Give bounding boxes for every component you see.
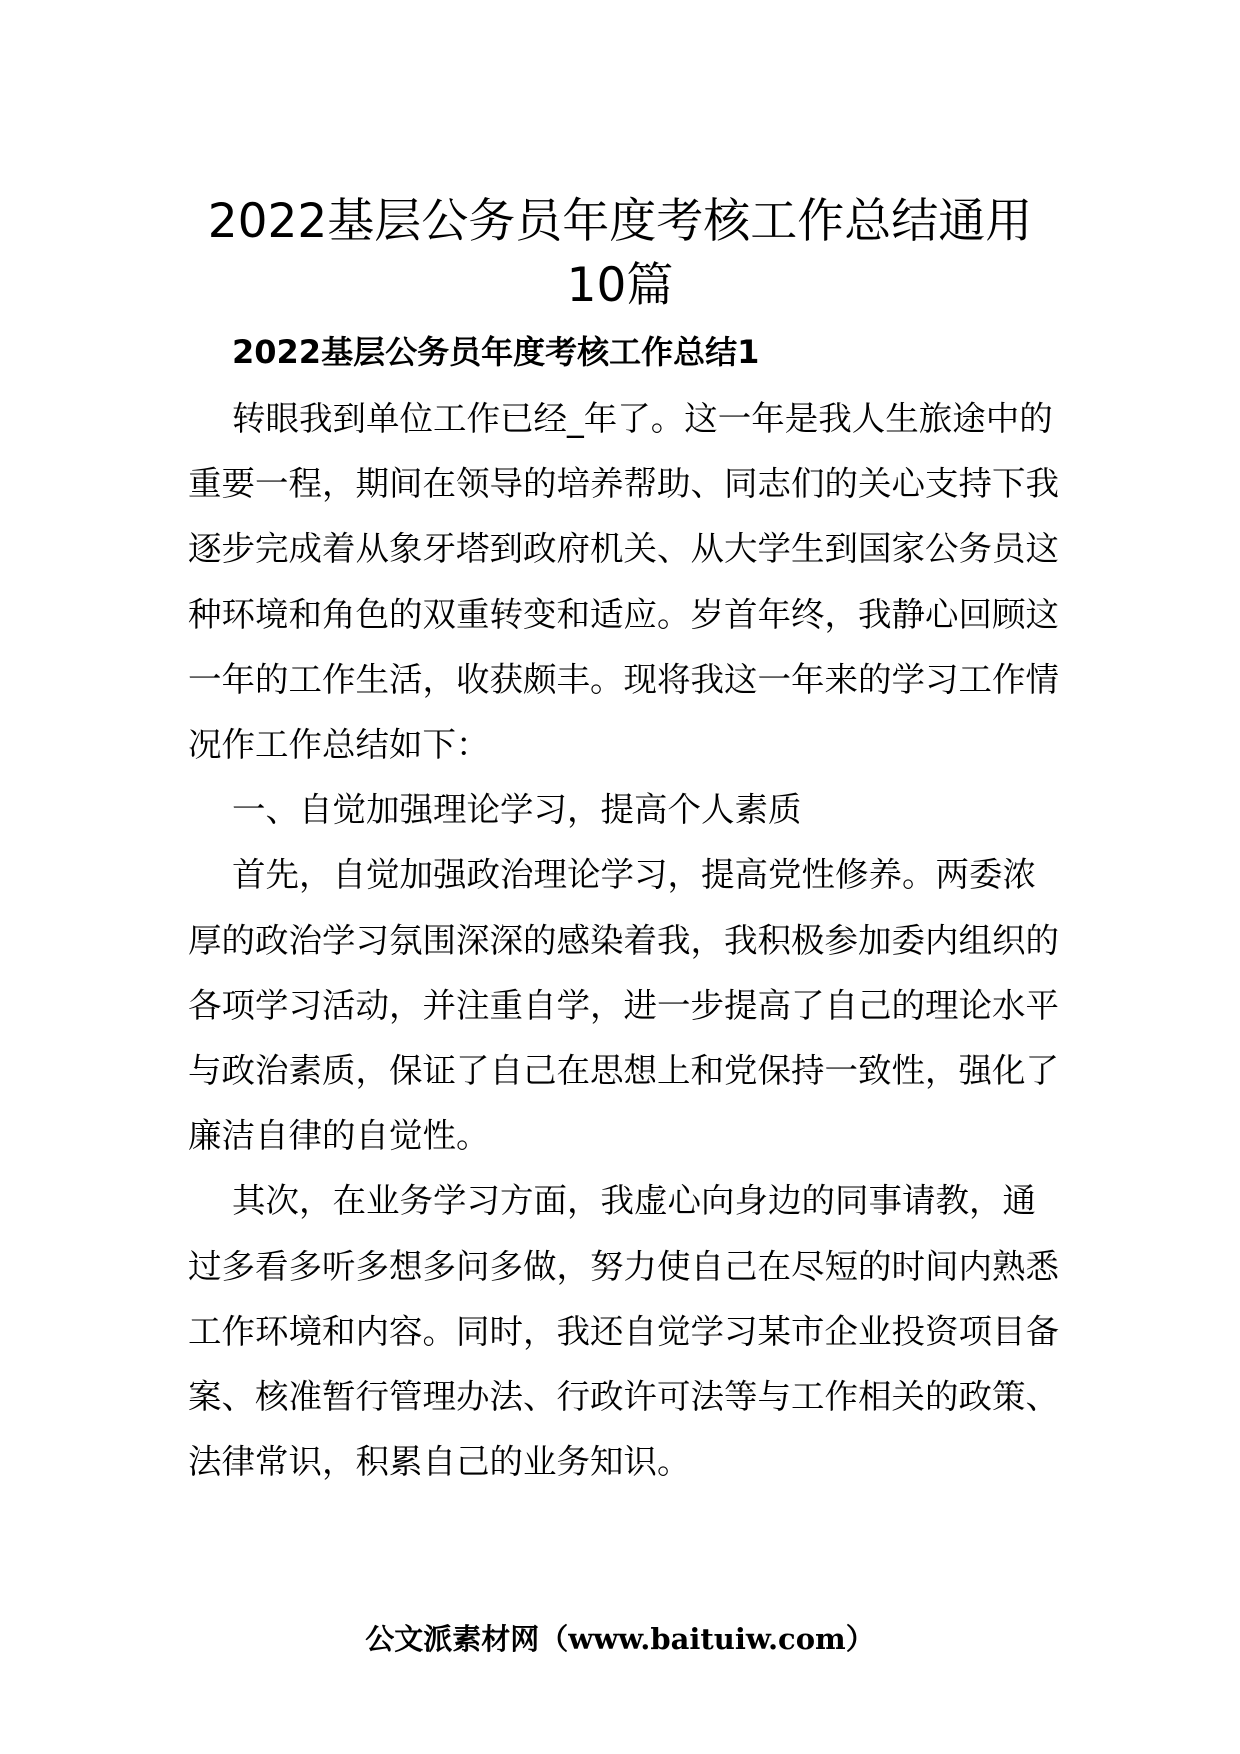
document-body: [188, 386, 1068, 1494]
page-footer: 公文派素材网（www.baituiw.com）: [365, 1622, 875, 1656]
paragraph-section-one-heading: 一、自觉加强理论学习，提高个人素质: [232, 790, 802, 830]
paragraph-second-point: 其次，在业务学习方面，我虚心向身边的同事请教，通过多看多听多想多问多做，努力使自己在尽短的时间内熟悉工作环境和内容。同时，我还自觉学习某市企业投资项目备案、核准暂行管理办法、行政许可法等与工作相关的政策、法律常识，积累自己的业务知识。: [188, 1181, 1059, 1482]
paragraph-intro: 转眼我到单位工作已经_年了。这一年是我人生旅途中的重要一程，期间在领导的培养帮助、同志们的关心支持下我逐步完成着从象牙塔到政府机关、从大学生到国家公务员这种环境和角色的双重转变和适应。岁首年终，我静心回顾这一年的工作生活，收获颇丰。现将我这一年来的学习工作情况作工作总结如下：: [188, 399, 1059, 765]
document-title: 2022基层公务员年度考核工作总结通用10篇: [207, 194, 1033, 313]
section-heading: 2022基层公务员年度考核工作总结1: [232, 333, 760, 371]
paragraph-first-point: 首先，自觉加强政治理论学习，提高党性修养。两委浓厚的政治学习氛围深深的感染着我，我积极参加委内组织的各项学习活动，并注重自学，进一步提高了自己的理论水平与政治素质，保证了自己在思想上和党保持一致性，强化了廉洁自律的自觉性。: [188, 855, 1059, 1156]
